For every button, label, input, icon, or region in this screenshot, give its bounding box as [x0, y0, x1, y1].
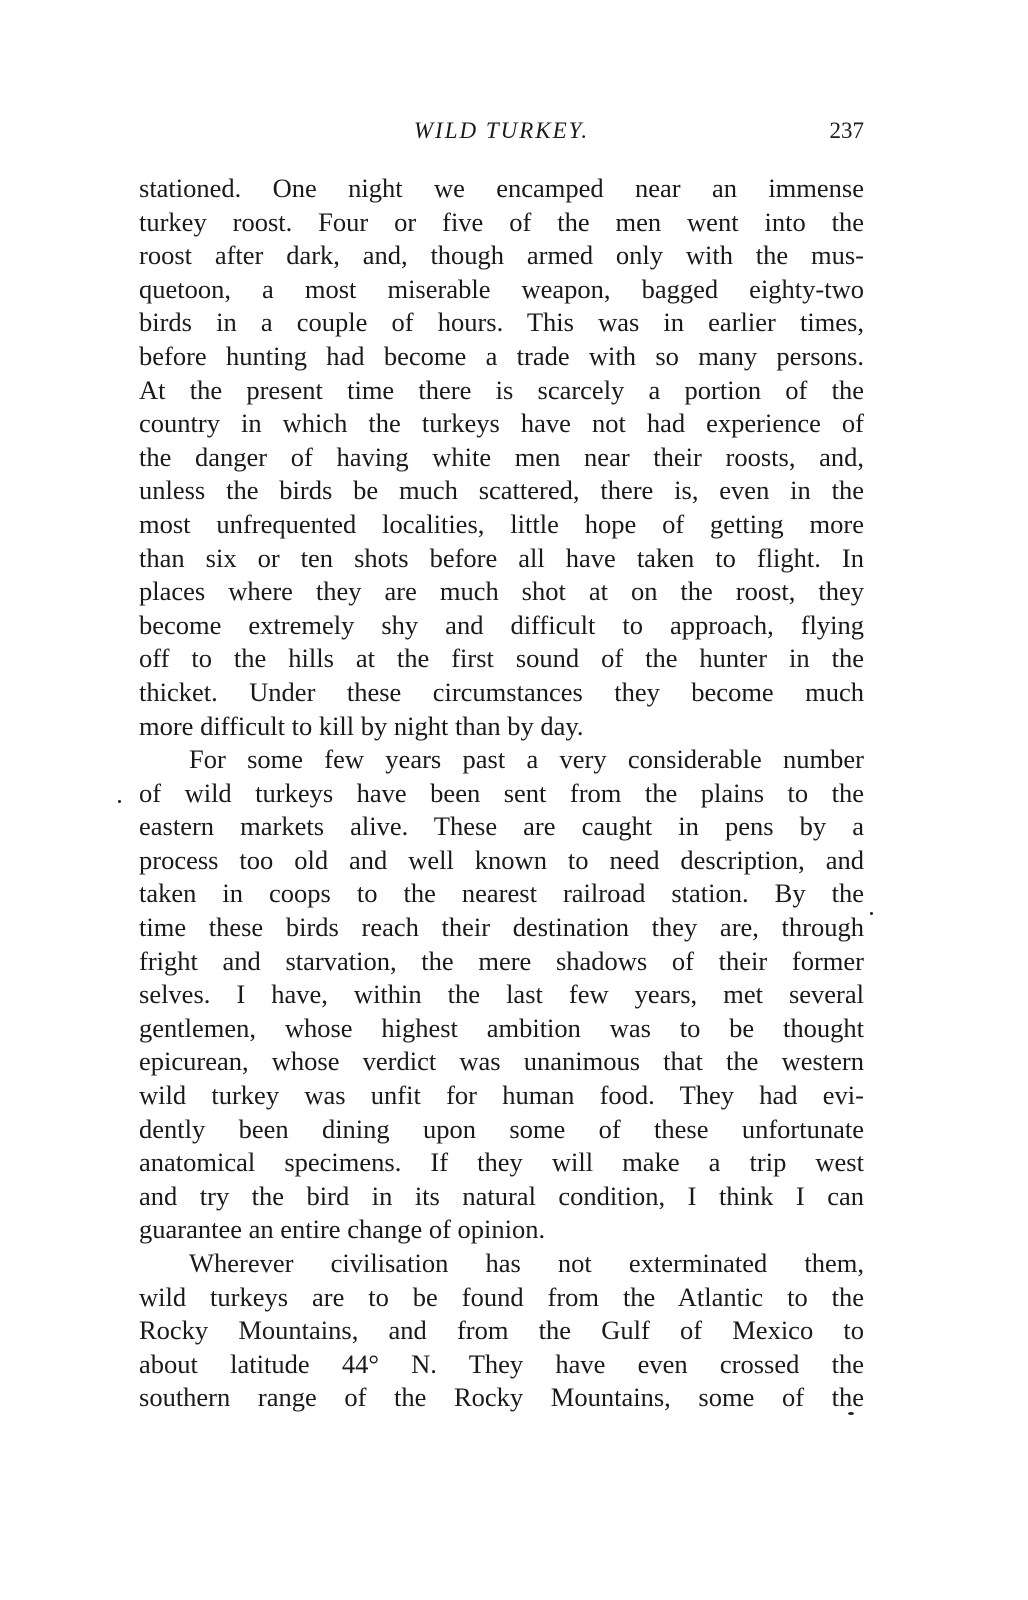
text-line: unless the birds be much scattered, there is, even in the	[139, 475, 864, 506]
paragraph-3	[139, 1247, 864, 1415]
scan-speck	[870, 912, 873, 915]
text-line: wild turkey was unfit for human food. They had evi-	[139, 1080, 864, 1111]
text-line: and try the bird in its natural condition, I think I can	[139, 1180, 864, 1211]
text-line: quetoon, a most miserable weapon, bagged eighty-two	[139, 273, 864, 304]
text-line: Rocky Mountains, and from the Gulf of Mexico to	[139, 1315, 864, 1346]
body-text	[139, 172, 864, 1415]
text-line: thicket. Under these circumstances they become much	[139, 676, 864, 707]
text-line: about latitude 44° N. They have even crossed the	[139, 1348, 864, 1379]
text-line: the danger of having white men near their roosts, and,	[139, 441, 864, 472]
text-line: selves. I have, within the last few years, met several	[139, 979, 864, 1010]
text-line: time these birds reach their destination they are, through	[139, 912, 864, 943]
text-line: guarantee an entire change of opinion.	[139, 1214, 546, 1245]
text-line: most unfrequented localities, little hope of getting more	[139, 508, 864, 539]
text-line: For some few years past a very considerable number	[189, 744, 864, 775]
text-line: taken in coops to the nearest railroad station. By the	[139, 878, 864, 909]
page-number: 237	[829, 118, 864, 143]
text-line: process too old and well known to need description, and	[139, 844, 864, 875]
text-line: turkey roost. Four or five of the men went into the	[139, 206, 864, 237]
paragraph-2	[139, 743, 864, 1247]
text-line: At the present time there is scarcely a portion of the	[139, 374, 864, 405]
running-title: WILD TURKEY.	[413, 118, 590, 143]
text-line: fright and starvation, the mere shadows of their former	[139, 945, 864, 976]
text-line: birds in a couple of hours. This was in earlier times,	[139, 307, 864, 338]
text-line: stationed. One night we encamped near an immense	[139, 173, 864, 203]
text-line: epicurean, whose verdict was unanimous that the western	[139, 1046, 864, 1077]
scan-speck	[118, 800, 121, 803]
text-line: dently been dining upon some of these unfortunate	[139, 1113, 864, 1144]
text-line: become extremely shy and difficult to approach, flying	[139, 609, 864, 640]
scan-speck	[848, 1412, 854, 1415]
text-line: Wherever civilisation has not exterminated them,	[189, 1248, 864, 1278]
text-line: gentlemen, whose highest ambition was to be thought	[139, 1012, 864, 1043]
text-line: anatomical specimens. If they will make a trip west	[139, 1147, 864, 1178]
text-line: places where they are much shot at on the roost, they	[139, 576, 864, 607]
text-line: roost after dark, and, though armed only with the mus-	[139, 240, 864, 271]
text-line: than six or ten shots before all have taken to flight. In	[139, 542, 864, 573]
text-line: eastern markets alive. These are caught in pens by a	[139, 811, 864, 842]
text-line: southern range of the Rocky Mountains, some of the	[139, 1382, 864, 1413]
text-line: wild turkeys are to be found from the Atlantic to the	[139, 1281, 864, 1312]
text-line: country in which the turkeys have not had experience of	[139, 408, 864, 439]
text-line: before hunting had become a trade with so many persons.	[139, 340, 864, 371]
paragraph-1	[139, 172, 864, 743]
text-line: of wild turkeys have been sent from the plains to the	[139, 777, 864, 808]
text-line: more difficult to kill by night than by day.	[139, 710, 584, 741]
running-head	[139, 118, 864, 152]
text-line: off to the hills at the first sound of the hunter in the	[139, 643, 864, 674]
